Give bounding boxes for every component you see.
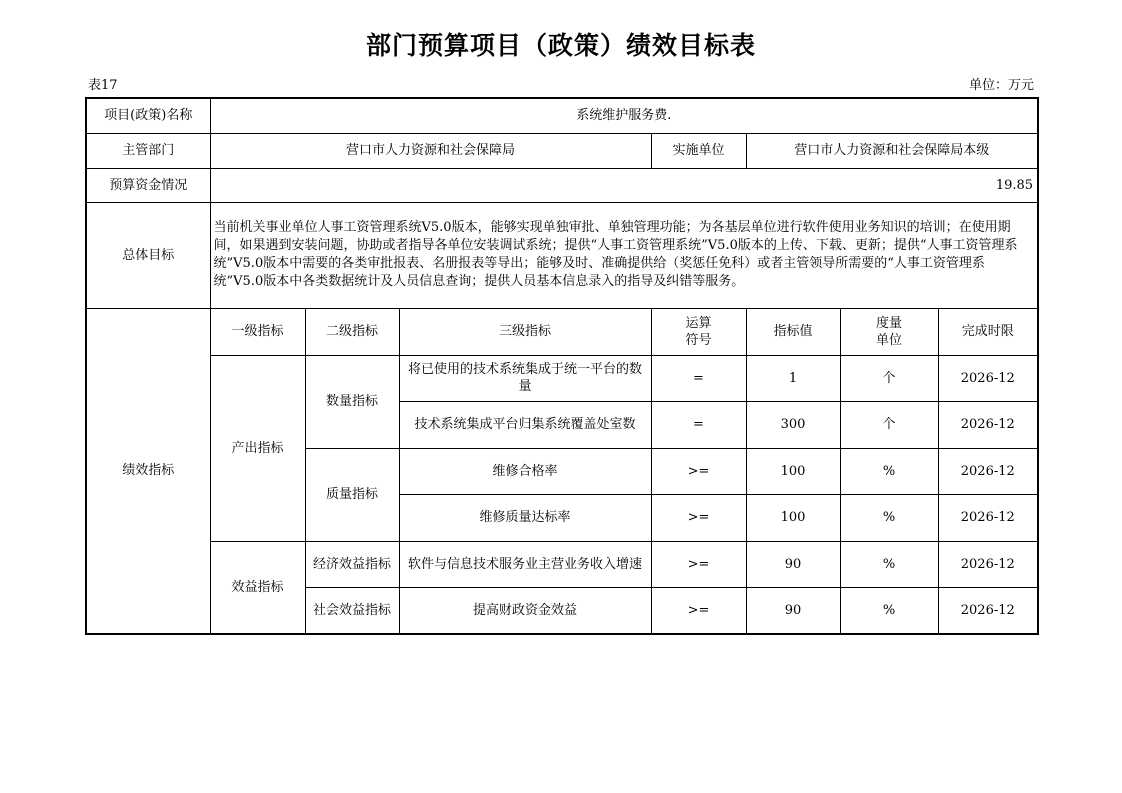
header-level3: 三级指标 xyxy=(399,308,651,355)
level3-cell: 提高财政资金效益 xyxy=(399,587,651,634)
level2-cell: 数量指标 xyxy=(305,355,399,448)
level3-cell: 软件与信息技术服务业主营业务收入增速 xyxy=(399,541,651,587)
op-cell: = xyxy=(651,355,746,401)
budget-value: 19.85 xyxy=(210,168,1038,202)
level1-cell: 效益指标 xyxy=(210,541,305,634)
project-value: 系统维护服务费. xyxy=(210,98,1038,133)
unit-label: 单位：万元 xyxy=(968,78,1034,93)
goal-value: 当前机关事业单位人事工资管理系统V5.0版本，能够实现单独审批、单独管理功能；为各基层单位进行软件使用业务知识的培训；在使用期间，如果遇到安装问题，协助或者指导各单位安装调试系统；提供“人事工资管理系统”V5.0版本的上传、下载、更新；提供“人事工资管理系统”V5.0版本中需要的各类审批报表、名册报表等导出；能够及时、准确提供给（奖惩任免科）或者主管领导所需要的“人事工资管理系统”V5.0版本中各类数据统计及人员信息查询；提供人员基本信息录入的指导及纠错等服务。 xyxy=(210,202,1038,308)
op-cell: >= xyxy=(651,587,746,634)
value-cell: 90 xyxy=(746,587,840,634)
budget-row xyxy=(86,168,1038,202)
value-cell: 90 xyxy=(746,541,840,587)
unit-cell: % xyxy=(840,448,938,494)
deadline-cell: 2026-12 xyxy=(938,448,1038,494)
level1-cell: 产出指标 xyxy=(210,355,305,541)
header-level1: 一级指标 xyxy=(210,308,305,355)
value-cell: 100 xyxy=(746,494,840,541)
header-unit xyxy=(840,308,938,355)
project-label: 项目(政策)名称 xyxy=(86,98,210,133)
deadline-cell: 2026-12 xyxy=(938,494,1038,541)
impl-label: 实施单位 xyxy=(651,133,746,168)
dept-row xyxy=(86,133,1038,168)
level3-cell: 维修合格率 xyxy=(399,448,651,494)
op-cell: >= xyxy=(651,448,746,494)
deadline-cell: 2026-12 xyxy=(938,587,1038,634)
unit-cell: % xyxy=(840,541,938,587)
header-unit-line1: 度量 xyxy=(875,315,902,331)
table-row xyxy=(86,541,1038,587)
dept-label: 主管部门 xyxy=(86,133,210,168)
project-row xyxy=(86,98,1038,133)
value-cell: 100 xyxy=(746,448,840,494)
deadline-cell: 2026-12 xyxy=(938,401,1038,448)
header-level2: 二级指标 xyxy=(305,308,399,355)
unit-cell: % xyxy=(840,494,938,541)
goal-row xyxy=(86,202,1038,308)
impl-value: 营口市人力资源和社会保障局本级 xyxy=(746,133,1038,168)
level3-cell: 维修质量达标率 xyxy=(399,494,651,541)
unit-cell: % xyxy=(840,587,938,634)
op-cell: = xyxy=(651,401,746,448)
level3-cell: 技术系统集成平台归集系统覆盖处室数 xyxy=(399,401,651,448)
level2-cell: 经济效益指标 xyxy=(305,541,399,587)
performance-target-table xyxy=(85,97,1039,635)
perf-label: 绩效指标 xyxy=(86,308,210,634)
unit-cell: 个 xyxy=(840,355,938,401)
value-cell: 300 xyxy=(746,401,840,448)
unit-cell: 个 xyxy=(840,401,938,448)
table-row xyxy=(86,355,1038,401)
op-cell: >= xyxy=(651,494,746,541)
deadline-cell: 2026-12 xyxy=(938,541,1038,587)
header-unit-line2: 单位 xyxy=(875,332,902,348)
header-value: 指标值 xyxy=(746,308,840,355)
level3-cell: 将已使用的技术系统集成于统一平台的数量 xyxy=(399,355,651,401)
perf-header-row xyxy=(86,308,1038,355)
level2-cell: 社会效益指标 xyxy=(305,587,399,634)
op-cell: >= xyxy=(651,541,746,587)
dept-value: 营口市人力资源和社会保障局 xyxy=(210,133,651,168)
goal-label: 总体目标 xyxy=(86,202,210,308)
header-op xyxy=(651,308,746,355)
header-deadline: 完成时限 xyxy=(938,308,1038,355)
value-cell: 1 xyxy=(746,355,840,401)
deadline-cell: 2026-12 xyxy=(938,355,1038,401)
header-op-line2: 符号 xyxy=(685,332,712,348)
budget-label: 预算资金情况 xyxy=(86,168,210,202)
level2-cell: 质量指标 xyxy=(305,448,399,541)
header-op-line1: 运算 xyxy=(685,315,712,331)
sheet-number: 表17 xyxy=(88,78,118,93)
page-title: 部门预算项目（政策）绩效目标表 xyxy=(365,31,756,60)
